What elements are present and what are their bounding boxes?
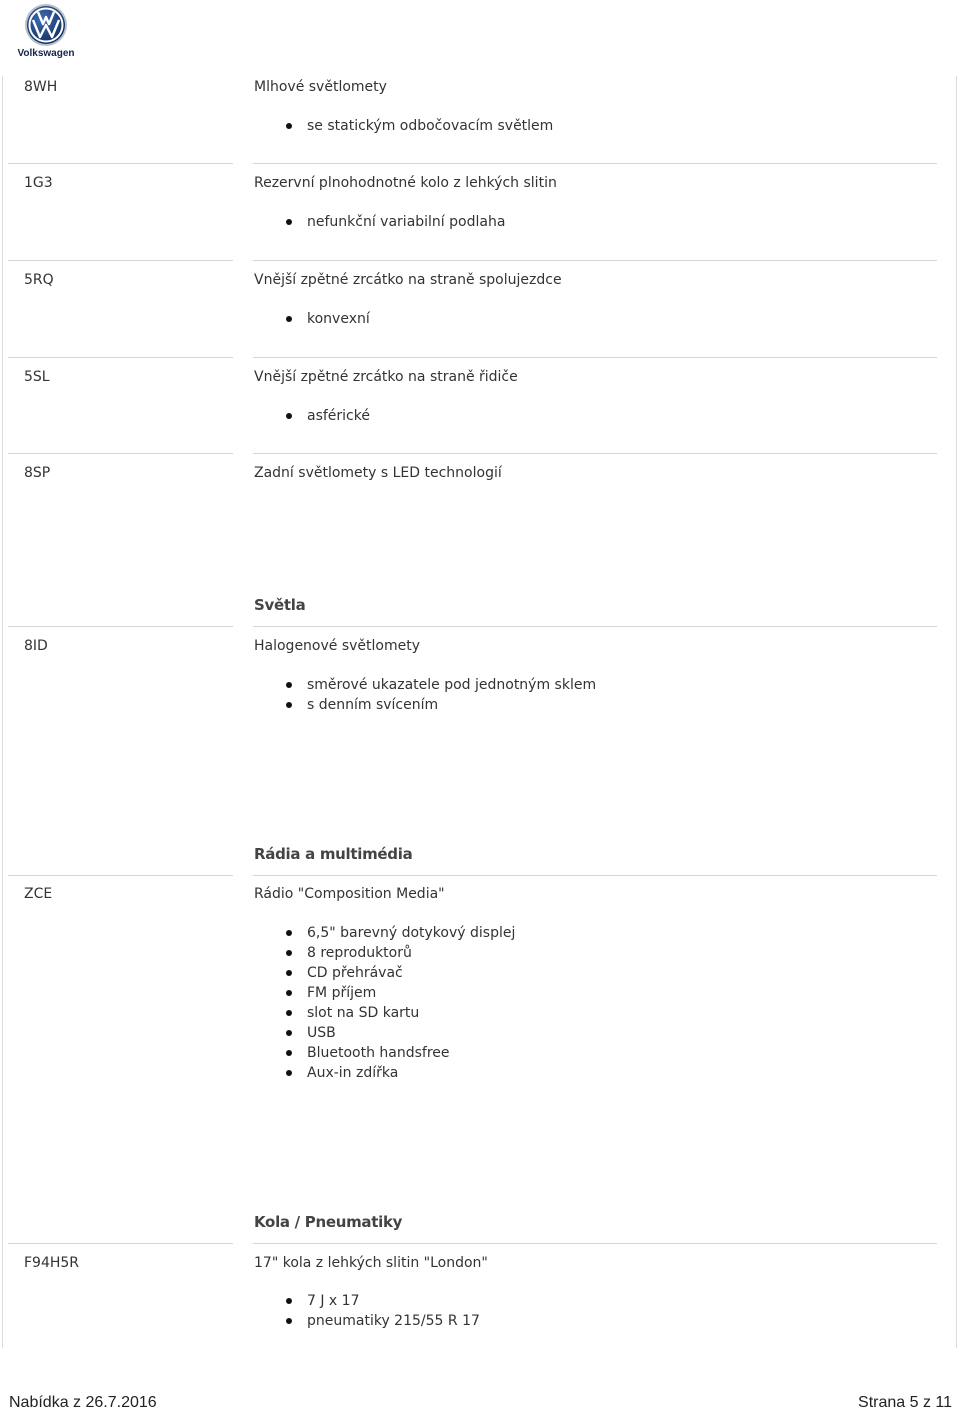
option-code: 1G3 [24,175,53,191]
option-features [286,406,370,426]
row-divider [8,875,233,876]
option-title: Rezervní plnohodnotné kolo z lehkých slitin [254,175,557,191]
bullet-icon [286,413,292,419]
option-code: ZCE [24,886,53,902]
row-divider [253,163,937,164]
frame-border-left [2,76,3,1348]
bullet-icon [286,1050,292,1056]
volkswagen-logo [14,3,78,59]
row-divider [253,357,937,358]
feature-item: slot na SD kartu [286,1003,515,1023]
vw-emblem-icon [24,3,68,47]
feature-item: konvexní [286,309,370,329]
offer-date: Nabídka z 26.7.2016 [9,1394,157,1411]
option-features [286,212,505,232]
option-code: 5RQ [24,272,54,288]
row-divider [253,875,937,876]
row-divider [253,626,937,627]
bullet-icon [286,219,292,225]
feature-item: 8 reproduktorů [286,943,515,963]
option-code: 8WH [24,79,58,95]
row-divider [253,1243,937,1244]
bullet-icon [286,970,292,976]
option-title: Mlhové světlomety [254,79,387,95]
frame-border-right [956,76,957,1348]
feature-item: nefunkční variabilní podlaha [286,212,505,232]
bullet-icon [286,990,292,996]
feature-item: CD přehrávač [286,963,515,983]
section-heading-radio: Rádia a multimédia [254,845,413,863]
feature-item: směrové ukazatele pod jednotným sklem [286,675,596,695]
bullet-icon [286,1030,292,1036]
feature-item: USB [286,1023,515,1043]
bullet-icon [286,1070,292,1076]
bullet-icon [286,1010,292,1016]
feature-item: 7 J x 17 [286,1291,480,1311]
bullet-icon [286,702,292,708]
feature-item: 6,5" barevný dotykový displej [286,923,515,943]
row-divider [8,453,233,454]
page-number: Strana 5 z 11 [858,1394,952,1411]
bullet-icon [286,950,292,956]
option-title: Halogenové světlomety [254,638,421,654]
feature-item: pneumatiky 215/55 R 17 [286,1311,480,1331]
option-code: 8SP [24,465,51,481]
bullet-icon [286,1298,292,1304]
bullet-icon [286,123,292,129]
bullet-icon [286,682,292,688]
feature-item: Aux-in zdířka [286,1063,515,1083]
option-title: Vnější zpětné zrcátko na straně spolujezdce [254,272,562,288]
option-code: 8ID [24,638,48,654]
row-divider [253,260,937,261]
feature-item: se statickým odbočovacím světlem [286,116,553,136]
option-features [286,923,515,1083]
option-features [286,309,370,329]
feature-item: Bluetooth handsfree [286,1043,515,1063]
feature-item: s denním svícením [286,695,596,715]
option-title: 17" kola z lehkých slitin "London" [254,1255,488,1271]
row-divider [8,163,233,164]
option-features [286,116,553,136]
feature-item: asférické [286,406,370,426]
bullet-icon [286,1318,292,1324]
option-code: F94H5R [24,1255,80,1271]
row-divider [8,260,233,261]
option-title: Rádio "Composition Media" [254,886,445,902]
bullet-icon [286,930,292,936]
brand-name: Volkswagen [17,48,75,59]
option-features [286,1291,480,1331]
section-heading-wheels: Kola / Pneumatiky [254,1213,403,1231]
option-title: Vnější zpětné zrcátko na straně řidiče [254,369,518,385]
option-code: 5SL [24,369,50,385]
row-divider [8,357,233,358]
row-divider [8,1243,233,1244]
row-divider [253,453,937,454]
section-heading-lights: Světla [254,596,306,614]
bullet-icon [286,316,292,322]
option-title: Zadní světlomety s LED technologií [254,465,502,481]
row-divider [8,626,233,627]
feature-item: FM příjem [286,983,515,1003]
option-features [286,675,596,715]
